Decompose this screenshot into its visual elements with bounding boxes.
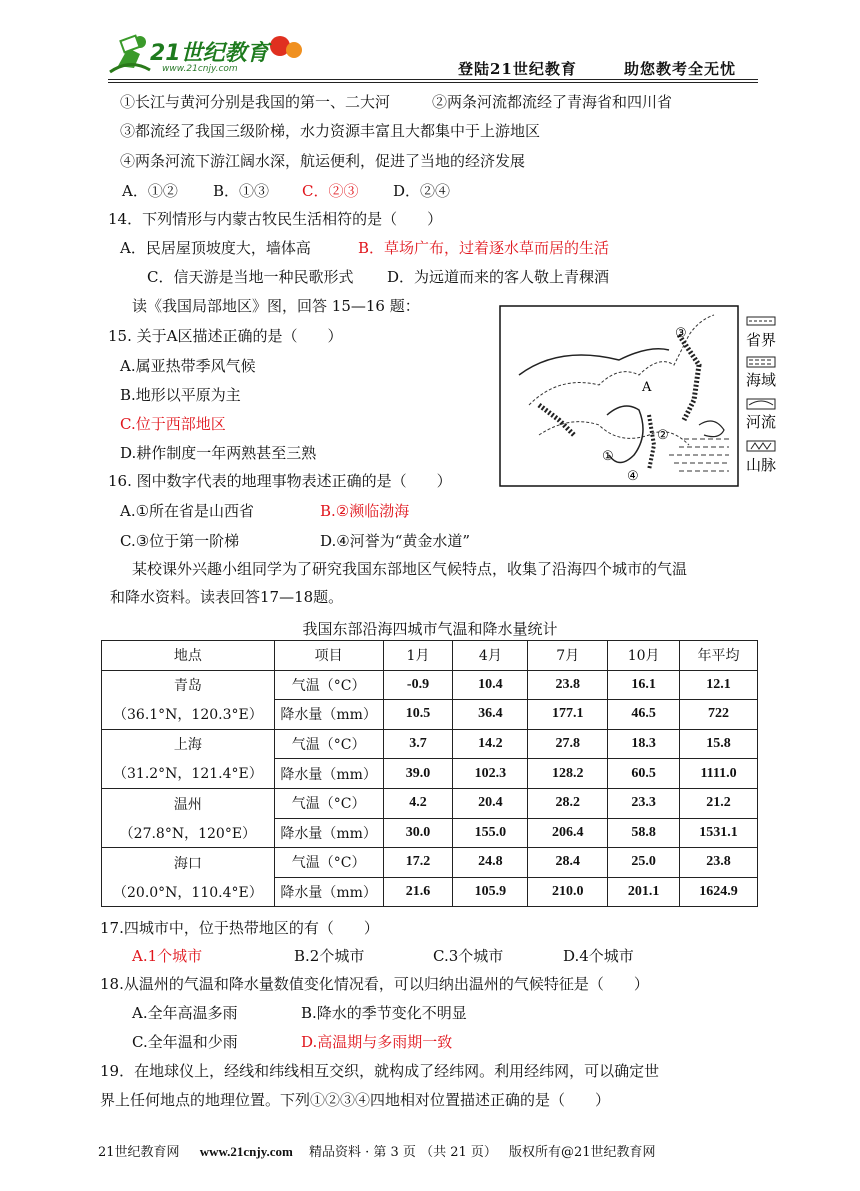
q13-statement-4: ④两条河流下游江阔水深，航运便利，促进了当地的经济发展 xyxy=(120,152,526,170)
city-name-cell: 海口 xyxy=(102,848,275,878)
table-row xyxy=(102,877,758,907)
regional-map xyxy=(499,305,781,491)
header-rule xyxy=(108,79,758,80)
value-cell: 1624.9 xyxy=(680,877,758,907)
q18-option-a: A.全年高温多雨 xyxy=(132,1004,238,1022)
value-cell: 14.2 xyxy=(453,729,528,759)
table-header-cell: 地点 xyxy=(102,641,275,671)
item-label-cell: 降水量（mm） xyxy=(274,877,383,907)
table-header-cell: 10月 xyxy=(608,641,680,671)
q15-stem: 15. 关于A区描述正确的是（ ） xyxy=(108,327,343,345)
value-cell: 25.0 xyxy=(608,848,680,878)
legend-river: 河流 xyxy=(746,413,777,431)
value-cell: 46.5 xyxy=(608,700,680,730)
value-cell: -0.9 xyxy=(383,670,453,700)
q17-option-c: C.3个城市 xyxy=(433,947,504,965)
intro-17-line2: 和降水资料。读表回答17—18题。 xyxy=(110,588,344,606)
q14-option-d: D．为远道而来的客人敬上青稞酒 xyxy=(387,268,610,286)
q13-option-b: B．①③ xyxy=(213,182,270,200)
q15-option-d: D.耕作制度一年两熟甚至三熟 xyxy=(120,444,317,462)
value-cell: 1111.0 xyxy=(680,759,758,789)
q17-stem: 17.四城市中，位于热带地区的有（ ） xyxy=(100,919,379,937)
item-label-cell: 气温（°C） xyxy=(274,788,383,818)
footer-rights: 版权所有@21世纪教育网 xyxy=(509,1145,656,1160)
intro-17-line1: 某校课外兴趣小组同学为了研究我国东部地区气候特点，收集了沿海四个城市的气温 xyxy=(132,560,688,578)
table-row xyxy=(102,759,758,789)
legend-mountain: 山脉 xyxy=(746,456,777,474)
value-cell: 17.2 xyxy=(383,848,453,878)
q18-option-c: C.全年温和少雨 xyxy=(132,1033,238,1051)
q14-option-b-answer: B．草场广布，过着逐水草而居的生活 xyxy=(358,239,610,257)
item-label-cell: 气温（°C） xyxy=(274,670,383,700)
footer-site: 21世纪教育网 xyxy=(98,1145,180,1160)
value-cell: 4.2 xyxy=(383,788,453,818)
q14-option-c: C．信天游是当地一种民歌形式 xyxy=(147,268,354,286)
table-header-cell: 7月 xyxy=(528,641,608,671)
value-cell: 10.5 xyxy=(383,700,453,730)
table-header-row xyxy=(102,641,758,671)
table-row xyxy=(102,700,758,730)
city-coord-cell: （36.1°N，120.3°E） xyxy=(102,700,275,730)
table-header-cell: 项目 xyxy=(274,641,383,671)
legend-province-border: 省界 xyxy=(746,331,777,349)
q19-line1: 19．在地球仪上，经线和纬线相互交织，就构成了经纬网。利用经纬网，可以确定世 xyxy=(100,1062,660,1080)
q13-statement-2: ②两条河流都流经了青海省和四川省 xyxy=(432,93,673,111)
footer xyxy=(98,1141,656,1160)
value-cell: 155.0 xyxy=(453,818,528,848)
item-label-cell: 降水量（mm） xyxy=(274,759,383,789)
map-marker-2: ② xyxy=(657,428,669,443)
q17-option-d: D.4个城市 xyxy=(563,947,634,965)
slogan-left: 登陆21世纪教育 xyxy=(458,60,577,78)
value-cell: 60.5 xyxy=(608,759,680,789)
value-cell: 105.9 xyxy=(453,877,528,907)
value-cell: 27.8 xyxy=(528,729,608,759)
table-header-cell: 年平均 xyxy=(680,641,758,671)
footer-page-info: 精品资料 · 第 3 页 （共 21 页） xyxy=(309,1145,497,1160)
value-cell: 36.4 xyxy=(453,700,528,730)
city-coord-cell: （20.0°N，110.4°E） xyxy=(102,877,275,907)
item-label-cell: 降水量（mm） xyxy=(274,700,383,730)
map-marker-4: ④ xyxy=(627,469,639,484)
q13-statement-3: ③都流经了我国三级阶梯，水力资源丰富且大都集中于上游地区 xyxy=(120,122,541,140)
value-cell: 23.8 xyxy=(528,670,608,700)
q14-option-a: A．民居屋顶坡度大，墙体高 xyxy=(120,239,311,257)
table-row xyxy=(102,818,758,848)
value-cell: 28.2 xyxy=(528,788,608,818)
legend-sea: 海域 xyxy=(746,371,777,389)
table-row xyxy=(102,848,758,878)
q15-option-b: B.地形以平原为主 xyxy=(120,386,241,404)
table-row xyxy=(102,670,758,700)
value-cell: 39.0 xyxy=(383,759,453,789)
q18-stem: 18.从温州的气温和降水量数值变化情况看，可以归纳出温州的气候特征是（ ） xyxy=(100,975,649,993)
value-cell: 30.0 xyxy=(383,818,453,848)
value-cell: 15.8 xyxy=(680,729,758,759)
value-cell: 18.3 xyxy=(608,729,680,759)
q15-option-a: A.属亚热带季风气候 xyxy=(120,357,256,375)
value-cell: 58.8 xyxy=(608,818,680,848)
q16-option-c: C.③位于第一阶梯 xyxy=(120,532,240,550)
header-logo xyxy=(100,28,310,78)
city-name-cell: 青岛 xyxy=(102,670,275,700)
q14-stem: 14．下列情形与内蒙古牧民生活相符的是（ ） xyxy=(108,210,443,228)
table-header-cell: 1月 xyxy=(383,641,453,671)
map-marker-1: ① xyxy=(602,449,614,464)
value-cell: 102.3 xyxy=(453,759,528,789)
map-label-a: A xyxy=(642,380,652,395)
city-coord-cell: （27.8°N，120°E） xyxy=(102,818,275,848)
q18-option-b: B.降水的季节变化不明显 xyxy=(301,1004,467,1022)
q13-option-d: D．②④ xyxy=(393,182,451,200)
logo-url: www.21cnjy.com xyxy=(162,64,238,74)
value-cell: 206.4 xyxy=(528,818,608,848)
value-cell: 24.8 xyxy=(453,848,528,878)
city-name-cell: 上海 xyxy=(102,729,275,759)
value-cell: 16.1 xyxy=(608,670,680,700)
value-cell: 177.1 xyxy=(528,700,608,730)
item-label-cell: 气温（°C） xyxy=(274,848,383,878)
q13-statement-1: ①长江与黄河分别是我国的第一、二大河 xyxy=(120,93,391,111)
logo-text: 21世纪教育 xyxy=(150,41,269,66)
footer-url-link[interactable]: www.21cnjy.com xyxy=(199,1144,293,1159)
value-cell: 21.2 xyxy=(680,788,758,818)
q16-option-b-answer: B.②濒临渤海 xyxy=(320,502,410,520)
table-caption: 我国东部沿海四城市气温和降水量统计 xyxy=(302,620,558,638)
q13-option-c-answer: C．②③ xyxy=(302,182,359,200)
value-cell: 23.3 xyxy=(608,788,680,818)
q16-option-d: D.④河誉为“黄金水道” xyxy=(320,532,471,550)
climate-table xyxy=(101,640,758,907)
q13-option-a: A．①② xyxy=(122,182,178,200)
value-cell: 722 xyxy=(680,700,758,730)
value-cell: 23.8 xyxy=(680,848,758,878)
item-label-cell: 降水量（mm） xyxy=(274,818,383,848)
city-coord-cell: （31.2°N，121.4°E） xyxy=(102,759,275,789)
q16-stem: 16. 图中数字代表的地理事物表述正确的是（ ） xyxy=(108,472,452,490)
value-cell: 12.1 xyxy=(680,670,758,700)
value-cell: 21.6 xyxy=(383,877,453,907)
value-cell: 128.2 xyxy=(528,759,608,789)
header-rule-thin xyxy=(108,82,758,83)
table-header-cell: 4月 xyxy=(453,641,528,671)
value-cell: 28.4 xyxy=(528,848,608,878)
item-label-cell: 气温（°C） xyxy=(274,729,383,759)
q19-line2: 界上任何地点的地理位置。下列①②③④四地相对位置描述正确的是（ ） xyxy=(100,1091,611,1109)
value-cell: 10.4 xyxy=(453,670,528,700)
slogan-right: 助您教考全无忧 xyxy=(624,60,737,78)
value-cell: 1531.1 xyxy=(680,818,758,848)
value-cell: 20.4 xyxy=(453,788,528,818)
q17-option-a-answer: A.1个城市 xyxy=(132,947,203,965)
q17-option-b: B.2个城市 xyxy=(294,947,365,965)
city-name-cell: 温州 xyxy=(102,788,275,818)
value-cell: 201.1 xyxy=(608,877,680,907)
value-cell: 210.0 xyxy=(528,877,608,907)
value-cell: 3.7 xyxy=(383,729,453,759)
q18-option-d-answer: D.高温期与多雨期一致 xyxy=(301,1033,453,1051)
table-row xyxy=(102,729,758,759)
map-legend xyxy=(746,317,776,474)
q15-option-c-answer: C.位于西部地区 xyxy=(120,415,226,433)
map-marker-3: ③ xyxy=(675,326,687,341)
table-row xyxy=(102,788,758,818)
q16-option-a: A.①所在省是山西省 xyxy=(120,502,255,520)
map-intro: 读《我国局部地区》图，回答 15—16 题： xyxy=(132,297,420,315)
